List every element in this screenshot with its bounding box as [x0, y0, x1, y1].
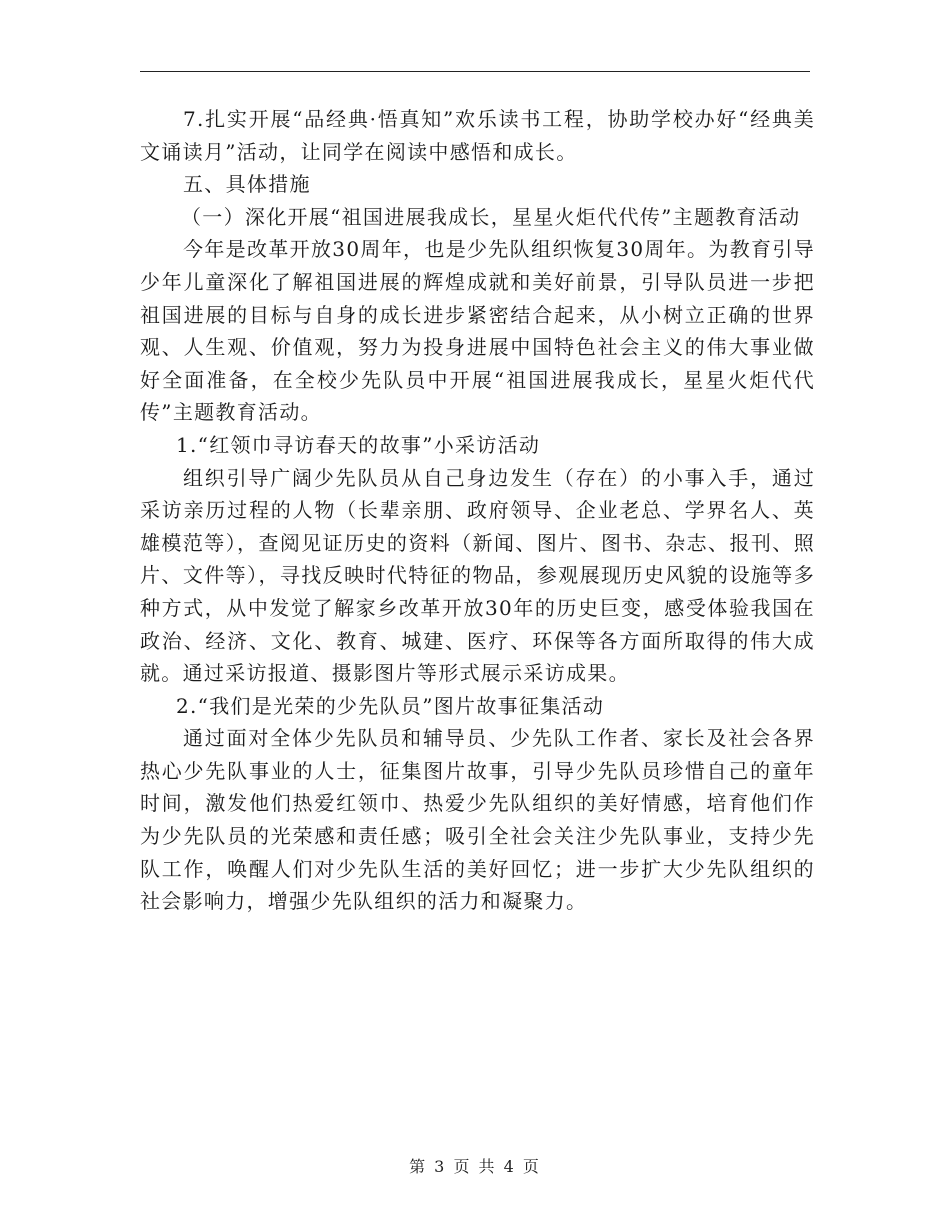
section-heading-measures: 五、具体措施: [183, 172, 311, 197]
paragraph-photo-story: 通过面对全体少先队员和辅导员、少先队工作者、家长及社会各界热心少先队事业的人士，征集图片故事，引导少先队员珍惜自己的童年时间，激发他们热爱红领巾、热爱少先队组织的美好情感，培育他们作为少先队员的光荣感和责任感；吸引全社会关注少先队事业，支持少先队工作，唤醒人们对少先队生活的美好回忆；进一步扩大少先队组织的社会影响力，增强少先队组织的活力和凝聚力。: [140, 726, 815, 914]
page-number: 第 3 页 共 4 页: [409, 1157, 541, 1176]
paragraph-reform-anniversary: 今年是改革开放30周年，也是少先队组织恢复30周年。为教育引导少年儿童深化了解祖国进展的辉煌成就和美好前景，引导队员进一步把祖国进展的目标与自身的成长进步紧密结合起来，从小树立正确的世界观、人生观、价值观，努力为投身进展中国特色社会主义的伟大事业做好全面准备，在全校少先队员中开展“祖国进展我成长，星星火炬代代传”主题教育活动。: [140, 237, 815, 425]
subsection-heading-theme-education: （一）深化开展“祖国进展我成长，星星火炬代代传”主题教育活动: [181, 204, 801, 229]
item-heading-photo-story: 2.“我们是光荣的少先队员”图片故事征集活动: [176, 693, 605, 718]
header-rule: [140, 71, 810, 72]
document-body: [140, 103, 815, 918]
paragraph-reading-project: 7.扎实开展“品经典·悟真知”欢乐读书工程，协助学校办好“经典美文诵读月”活动，让同学在阅读中感悟和成长。: [140, 107, 815, 164]
paragraph-interview-activity: 组织引导广阔少先队员从自己身边发生（存在）的小事入手，通过采访亲历过程的人物（长辈亲朋、政府领导、企业老总、学界名人、英雄模范等），查阅见证历史的资料（新闻、图片、图书、杂志、报刊、照片、文件等），寻找反映时代特征的物品，参观展现历史风貌的设施等多种方式，从中发觉了解家乡改革开放30年的历史巨变，感受体验我国在政治、经济、文化、教育、城建、医疗、环保等各方面所取得的伟大成就。通过采访报道、摄影图片等形式展示采访成果。: [140, 465, 815, 686]
item-heading-interview-activity: 1.“红领巾寻访春天的故事”小采访活动: [176, 432, 541, 457]
